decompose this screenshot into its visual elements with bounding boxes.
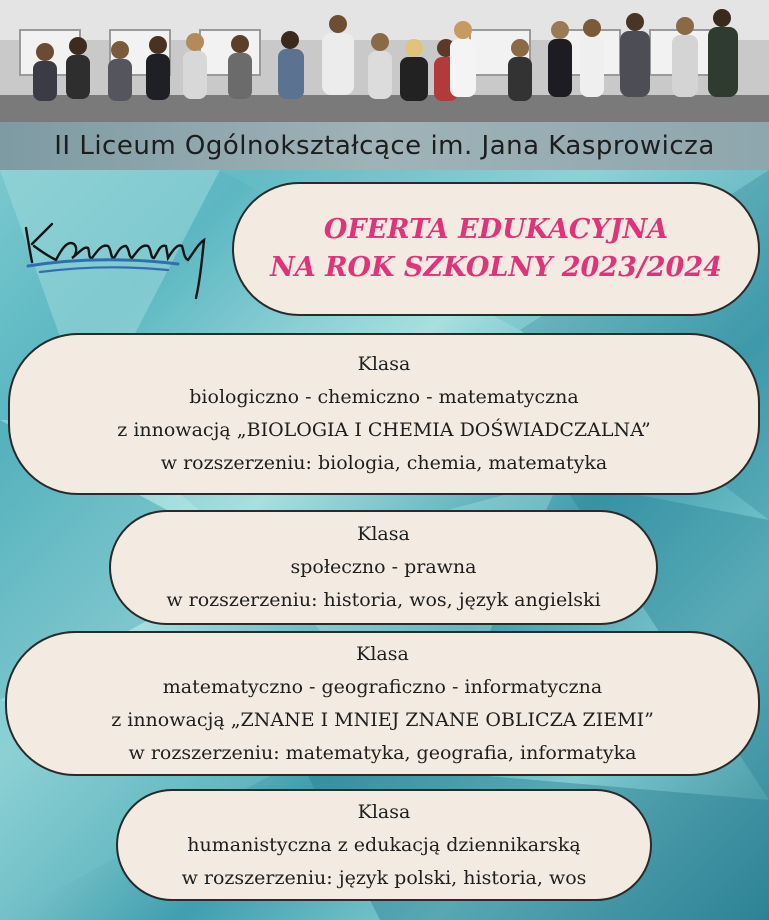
class-heading: Klasa [356, 642, 409, 665]
offer-title-pill [232, 182, 760, 316]
class-profile: biologiczno - chemiczno - matematyczna [189, 386, 579, 408]
class-innovation: z innowacją „ZNANE I MNIEJ ZNANE OBLICZA ZIEMI” [111, 708, 654, 731]
class-extended-subjects: w rozszerzeniu: matematyka, geografia, informatyka [128, 741, 637, 764]
class-profile: matematyczno - geograficzno - informatyczna [162, 675, 603, 698]
offer-title-line-2: NA ROK SZKOLNY 2023/2024 [270, 252, 722, 283]
group-photo [0, 0, 769, 122]
school-name: II Liceum Ogólnokształcące im. Jana Kasprowicza [54, 131, 715, 161]
class-profile: społeczno - prawna [290, 556, 477, 578]
class-innovation: z innowacją „BIOLOGIA I CHEMIA DOŚWIADCZALNA” [117, 419, 651, 441]
school-name-band [0, 122, 769, 170]
kasprowicz-signature-logo [18, 200, 228, 310]
class-extended-subjects: w rozszerzeniu: biologia, chemia, matematyka [160, 452, 608, 474]
class-heading: Klasa [357, 523, 410, 545]
class-extended-subjects: w rozszerzeniu: historia, wos, język angielski [166, 589, 601, 611]
class-profile: humanistyczna z edukacją dziennikarską [187, 833, 581, 856]
class-heading: Klasa [357, 800, 411, 823]
class-card-biology-chemistry [8, 333, 760, 495]
class-extended-subjects: w rozszerzeniu: język polski, historia, wos [181, 866, 587, 889]
class-heading: Klasa [357, 353, 411, 375]
offer-title-line-1: OFERTA EDUKACYJNA [323, 214, 669, 245]
school-building-illustration [0, 0, 769, 122]
class-card-social-legal [109, 510, 658, 625]
class-card-humanities [116, 789, 652, 901]
class-card-math-geo-it [5, 631, 760, 776]
